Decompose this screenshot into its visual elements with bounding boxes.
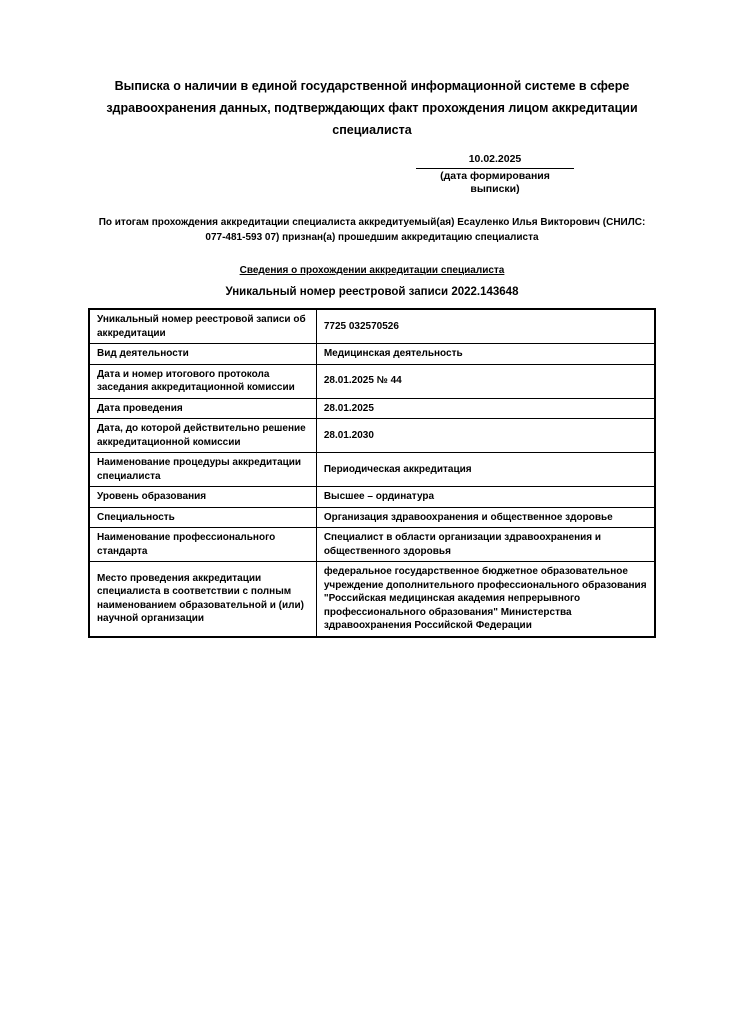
table-row (89, 562, 655, 637)
field-label-cell: Дата проведения (89, 398, 316, 419)
field-label-cell: Место проведения аккредитации специалиста в соответствии с полным наименованием образовательной и (или) научной организации (89, 562, 316, 637)
field-label-cell: Уровень образования (89, 487, 316, 508)
section-heading: Сведения о прохождении аккредитации специалиста (239, 265, 505, 276)
issue-date-block (416, 153, 574, 196)
field-label-cell: Вид деятельности (89, 344, 316, 365)
table-row (89, 364, 655, 398)
table-row (89, 507, 655, 528)
table-row (89, 309, 655, 344)
field-value-cell: 28.01.2025 (316, 398, 655, 419)
field-value-cell: Специалист в области организации здравоохранения и общественного здоровья (316, 528, 655, 562)
field-value-cell: 28.01.2030 (316, 419, 655, 453)
field-value-cell: федеральное государственное бюджетное образовательное учреждение дополнительного профессионального образования "Российская медицинская академия непрерывного профессионального образования" Министерства здравоохранения Российской Федерации (316, 562, 655, 637)
table-row (89, 344, 655, 365)
table-row (89, 528, 655, 562)
issue-date-caption: (дата формирования выписки) (440, 170, 550, 195)
registry-number-heading: Уникальный номер реестровой записи 2022.143648 (225, 286, 519, 298)
document-title: Выписка о наличии в единой государственной информационной системе в сфере здравоохранения данных, подтверждающих факт прохождения лицом аккредитации специалиста (106, 79, 638, 137)
field-value-cell: Организация здравоохранения и общественное здоровье (316, 507, 655, 528)
table-row (89, 487, 655, 508)
field-value-cell: Высшее – ординатура (316, 487, 655, 508)
intro-paragraph: По итогам прохождения аккредитации специалиста аккредитуемый(ая) Есауленко Илья Викторович (СНИЛС: 077-481-593 07) признан(а) прошедшим аккредитацию специалиста (98, 217, 646, 243)
field-value-cell: 28.01.2025 № 44 (316, 364, 655, 398)
field-value-cell: Медицинская деятельность (316, 344, 655, 365)
table-row (89, 398, 655, 419)
accreditation-table (88, 308, 656, 638)
field-value-cell: Периодическая аккредитация (316, 453, 655, 487)
field-value-cell: 7725 032570526 (316, 309, 655, 344)
table-row (89, 453, 655, 487)
field-label-cell: Специальность (89, 507, 316, 528)
field-label-cell: Дата, до которой действительно решение аккредитационной комиссии (89, 419, 316, 453)
field-label-cell: Дата и номер итогового протокола заседания аккредитационной комиссии (89, 364, 316, 398)
field-label-cell: Уникальный номер реестровой записи об аккредитации (89, 309, 316, 344)
table-row (89, 419, 655, 453)
issue-date: 10.02.2025 (416, 153, 574, 169)
field-label-cell: Наименование профессионального стандарта (89, 528, 316, 562)
field-label-cell: Наименование процедуры аккредитации специалиста (89, 453, 316, 487)
